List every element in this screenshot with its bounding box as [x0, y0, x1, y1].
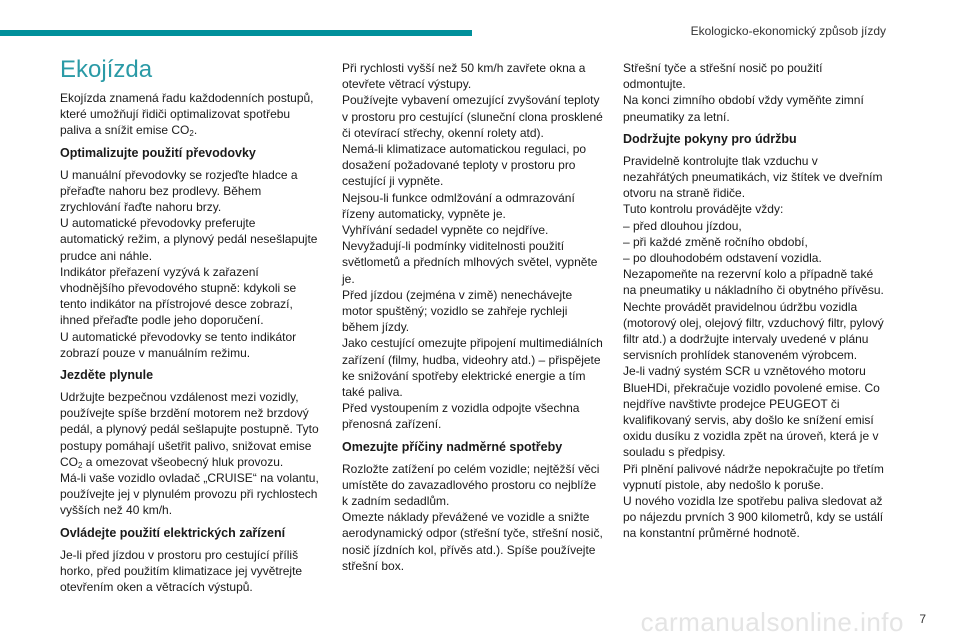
heading-electrical: Ovládejte použití elektrických zařízení — [60, 525, 286, 540]
paragraph-electrical-cont: Při rychlosti vyšší než 50 km/h zavřete okna a otevřete větrací výstupy. Používejte vybavení omezující zvyšování teploty v prostoru pro cestující (sluneční clona prosklené či otevírací střechy, okenní rolety atd). Nemá-li klimatizace automatickou regulaci, po dosažení požadované teploty v prostoru pro cestující ji vypněte. Nejsou-li funkce odmlžování a odmrazování řízeny automaticky, vypněte je. Vyhřívání sedadel vypněte co nejdříve. Nevyžadují-li podmínky viditelnosti použití světlometů a předních mlhových světel, vypněte je. Před jízdou (zejména v zimě) nenechávejte motor spuštěný; vozidlo se zahřeje rychleji během jízdy. Jako cestující omezujte připojení multimediálních zařízení (filmy, hudba, videohry atd.) – přispějete ke snižování spotřeby elektrické energie a tím také paliva. Před vystoupením z vozidla odpojte všechna přenosná zařízení. — [342, 61, 603, 432]
paragraph-gearbox: U manuální převodovky se rozjeďte hladce a přeřaďte nahoru bez prodlevy. Během zrychlování řaďte nahoru brzy. U automatické převodovky preferujte automatický režim, a plynový pedál nesešlapujte prudce ani náhle. Indikátor přeřazení vyzývá k zařazení vhodnějšího převodového stupně: kdykoli se tento indikátor na přístrojové desce zobrazí, ihned přeřaďte podle jeho doporučení. U automatické převodovky se tento indikátor zobrazí pouze v manuálním režimu. — [60, 167, 318, 360]
heading-consumption: Omezujte příčiny nadměrné spotřeby — [342, 439, 563, 454]
paragraph-consumption: Rozložte zatížení po celém vozidle; nejtěžší věci umístěte do zavazadlového prostoru co nejblíže k zadním sedadlům. Omezte náklady převážené ve vozidle a snižte aerodynamický odpor (střešní tyče, střešní nosič, nosič jízdních kol, přívěs atd.). Spíše používejte střešní box. — [342, 461, 603, 573]
paragraph-maintenance: Pravidelně kontrolujte tlak vzduchu v nezahřátých pneumatikách, viz štítek ve dveřním otvoru na straně řidiče. Tuto kontrolu provádějte vždy: – před dlouhou jízdou, – při každé změně ročního období, – po dlouhodobém odstavení vozidla. Nezapomeňte na rezervní kolo a případně také na pneumatiky u nákladního či obytného přívěsu. Nechte provádět pravidelnou údržbu vozidla (motorový olej, olejový filtr, vzduchový filtr, pylový filtr atd.) a dodržujte intervaly uvedené v plánu servisních prohlídek stanoveném výrobcem. Je-li vadný systém SCR u vznětového motoru BlueHDi, překračuje vozidlo povolené emise. Co nejdříve navštivte prodejce PEUGEOT či kvalifikovaný servis, aby došlo ke snížení emisí oxidu dusíku z vozidla zpět na úroveň, která je v souladu s předpisy. Při plnění palivové nádrže nepokračujte po třetím vypnutí pistole, aby nedošlo k poruše. U nového vozidla lze spotřebu paliva sledovat až po nájezdu prvních 3 900 kilometrů, kdy se ustálí na konstantní průměrné hodnotě. — [623, 153, 884, 541]
heading-gearbox: Optimalizujte použití převodovky — [60, 145, 256, 160]
paragraph-smooth-driving: Udržujte bezpečnou vzdálenost mezi vozidly, používejte spíše brzdění motorem než brzdový pedál, a plynový pedál sešlapujte postupně. Tyto postupy pomáhají ušetřit palivo, snižovat emise $CO_2$ a omezovat všeobecný hluk provozu. Má-li vaše vozidlo ovladač „CRUISE“ na volantu, používejte jej v plynulém provozu při rychlostech vyšších než 40 km/h. — [60, 390, 319, 518]
column-1 — [60, 56, 322, 595]
page-number: 7 — [919, 612, 926, 626]
header-accent-bar — [0, 30, 472, 36]
paragraph-electrical: Je-li před jízdou v prostoru pro cestující příliš horko, před použitím klimatizace jej vyvětrejte otevřením oken a větracích výstupů. — [60, 547, 303, 595]
page-title: Ekojízda — [60, 56, 153, 83]
heading-maintenance: Dodržujte pokyny pro údržbu — [623, 131, 797, 146]
chapter-title: Ekologicko-ekonomický způsob jízdy — [690, 24, 886, 38]
column-3 — [623, 60, 885, 542]
watermark: carmanualsonline.info — [640, 607, 904, 637]
heading-smooth-driving: Jezděte plynule — [60, 368, 154, 383]
intro-paragraph: Ekojízda znamená řadu každodenních postupů, které umožňují řidiči optimalizovat spotřebu paliva a snížit emise $CO_2$. — [60, 91, 314, 139]
column-2 — [342, 60, 604, 574]
paragraph-roof-bars: Střešní tyče a střešní nosič po použití odmontujte. Na konci zimního období vždy vyměňte zimní pneumatiky za letní. — [623, 61, 864, 124]
